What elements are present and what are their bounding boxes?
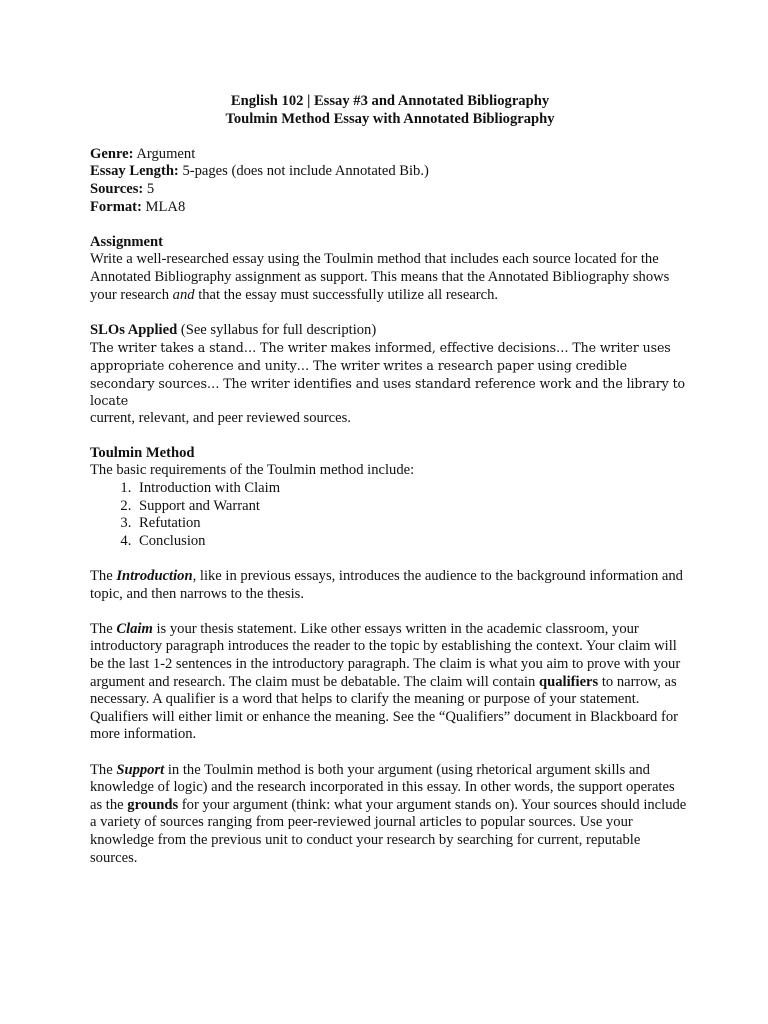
document-title: English 102 | Essay #3 and Annotated Bibliography bbox=[230, 93, 550, 109]
grounds-term: grounds bbox=[127, 796, 179, 813]
document-page bbox=[90, 93, 690, 867]
qualifiers-term: qualifiers bbox=[539, 673, 599, 690]
sources-value: 5 bbox=[143, 180, 155, 197]
claim-text-part: to narrow, as necessary. A qualifier is a word that helps to clarify the meaning or purpose of your statement. Qualifiers will either limit or enhance the meaning. See the “Qualifiers” document in Blackboard for more information. bbox=[90, 673, 679, 743]
claim-term: Claim bbox=[116, 620, 153, 637]
claim-paragraph bbox=[90, 621, 690, 744]
slos-paragraph: The writer takes a stand… The writer makes informed, effective decisions… The writer uses appropriate coherence and unity… The writer writes a research paper using credible secondary sources… The writer identifies and uses standard reference work and the library to locate bbox=[90, 340, 686, 409]
introduction-paragraph bbox=[90, 568, 690, 603]
paragraph-lead: The bbox=[90, 620, 117, 637]
introduction-term: Introduction bbox=[116, 568, 193, 585]
assignment-text-part: that the essay must successfully utilize all research. bbox=[194, 286, 499, 303]
support-paragraph bbox=[90, 762, 690, 868]
claim-text-part: is your thesis statement. Like other essays written in the academic classroom, your introductory paragraph introduces the reader to the topic by establishing the context. Your claim will be the last 1-2 sentences in the introductory paragraph. The claim is what you aim to prove with your argument and research. The claim must be debatable. The claim will contain bbox=[90, 620, 681, 690]
essay-length-value: 5-pages (does not include Annotated Bib.) bbox=[178, 163, 429, 180]
list-item: 3. Refutation bbox=[135, 515, 690, 533]
genre-label: Genre: bbox=[90, 145, 134, 162]
support-text-part: in the Toulmin method is both your argument (using rhetorical argument skills and knowledge of logic) and the research incorporated in this essay. In other words, the support operates as the bbox=[90, 761, 675, 813]
document-subtitle: Toulmin Method Essay with Annotated Bibliography bbox=[225, 110, 555, 127]
list-item: 2. Support and Warrant bbox=[135, 498, 690, 516]
slos-heading-note: (See syllabus for full description) bbox=[177, 321, 377, 338]
format-value: MLA8 bbox=[141, 198, 186, 215]
toulmin-heading: Toulmin Method bbox=[90, 444, 195, 461]
genre-value: Argument bbox=[133, 145, 196, 162]
paragraph-lead: The bbox=[90, 568, 117, 585]
format-line bbox=[90, 199, 690, 217]
toulmin-requirements-list bbox=[90, 480, 690, 550]
slos-heading: SLOs Applied bbox=[90, 321, 178, 338]
sources-label: Sources: bbox=[90, 180, 144, 197]
toulmin-intro: The basic requirements of the Toulmin method include: bbox=[90, 462, 415, 479]
paragraph-lead: The bbox=[90, 761, 117, 778]
essay-length-line bbox=[90, 163, 690, 181]
sources-line bbox=[90, 181, 690, 199]
introduction-text: , like in previous essays, introduces the audience to the background information and topic, and then narrows to the thesis. bbox=[90, 568, 683, 602]
format-label: Format: bbox=[90, 198, 142, 215]
slos-paragraph-end: current, relevant, and peer reviewed sources. bbox=[90, 409, 351, 426]
list-item: 4. Conclusion bbox=[135, 533, 690, 551]
support-term: Support bbox=[116, 761, 165, 778]
support-text-part: for your argument (think: what your argument stands on). Your sources should include a variety of sources ranging from peer-reviewed journal articles to popular sources. Use your knowledge from the previous unit to conduct your research by searching for current, reputable sources. bbox=[90, 796, 687, 866]
assignment-text-part: Write a well-researched essay using the Toulmin method that includes each source located for the Annotated Bibliography assignment as support. This means that the Annotated Bibliography shows your research bbox=[90, 251, 670, 303]
genre-line bbox=[90, 146, 690, 164]
assignment-heading: Assignment bbox=[90, 233, 163, 250]
slos-heading-line bbox=[90, 322, 690, 340]
list-item: 1. Introduction with Claim bbox=[135, 480, 690, 498]
assignment-paragraph bbox=[90, 251, 690, 304]
assignment-emphasis: and bbox=[172, 286, 195, 303]
essay-length-label: Essay Length: bbox=[90, 163, 179, 180]
